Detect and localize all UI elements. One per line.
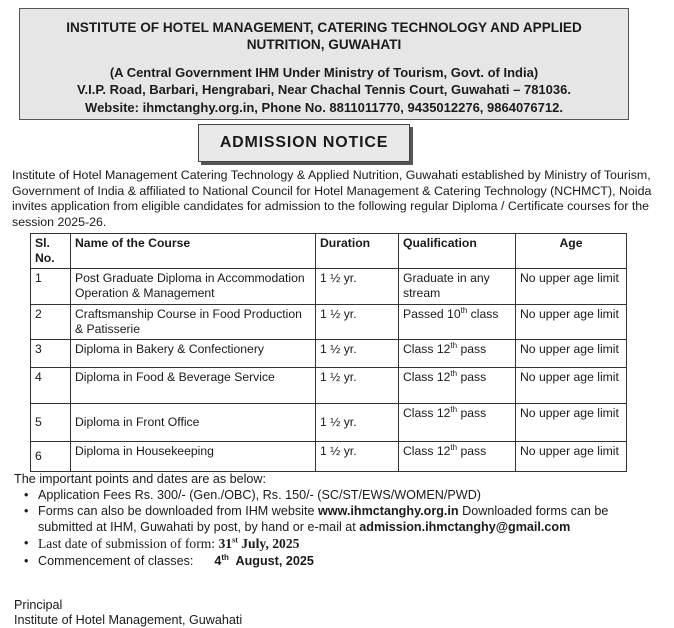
- qualification-rest: class: [467, 307, 499, 321]
- commencement-value: [214, 554, 314, 568]
- cell-sl: 6: [31, 442, 71, 472]
- cell-age: No upper age limit: [516, 368, 627, 404]
- cell-qualification: [399, 368, 516, 404]
- cell-sl: 3: [31, 340, 71, 368]
- cell-duration: 1 ½ yr.: [316, 368, 399, 404]
- cell-qualification: [399, 269, 516, 305]
- header-course-name: Name of the Course: [71, 234, 316, 269]
- cell-age: No upper age limit: [516, 404, 627, 442]
- list-item: [22, 488, 642, 503]
- signatory-org: Institute of Hotel Management, Guwahati: [14, 613, 243, 627]
- qualification-rest: pass: [457, 342, 487, 356]
- list-item: [22, 536, 642, 552]
- qualification-rest: pass: [457, 370, 487, 384]
- cell-duration: 1 ½ yr.: [316, 442, 399, 472]
- intro-paragraph: Institute of Hotel Management Catering Technology & Applied Nutrition, Guwahati established by Ministry of Tourism, Government of India & affiliated to National Council for Hotel Management & Catering Technology (NCHMCT), Noida invites application from eligible candidates for admission to the following regular Diploma / Certificate courses for the session 2025-26.: [12, 168, 652, 229]
- table-header-row: [31, 234, 627, 269]
- last-date-day: 31: [218, 536, 233, 552]
- table-row: [31, 404, 627, 442]
- cell-course: Diploma in Food & Beverage Service: [71, 368, 316, 404]
- cell-qualification: [399, 404, 516, 442]
- commencement-sup: th: [221, 552, 229, 562]
- institute-contact: Website: ihmctanghy.org.in, Phone No. 8811011770, 9435012276, 9864076712.: [85, 100, 563, 115]
- forms-text-mid: Downloaded forms can be submitted at IHM, Guwahati by post, by hand or e-mail at: [38, 504, 609, 534]
- qualification-rest: pass: [457, 444, 487, 458]
- header-duration: Duration: [316, 234, 399, 269]
- qualification-text: Class 12: [403, 406, 451, 420]
- important-points-list: [22, 488, 642, 570]
- cell-qualification: [399, 442, 516, 472]
- header-age: Age: [516, 234, 627, 269]
- cell-duration: 1 ½ yr.: [316, 269, 399, 305]
- cell-age: No upper age limit: [516, 340, 627, 368]
- cell-age: No upper age limit: [516, 269, 627, 305]
- list-item: [22, 554, 642, 569]
- qualification-sup: th: [460, 305, 468, 315]
- cell-course: Craftsmanship Course in Food Production & Patisserie: [71, 305, 316, 340]
- qualification-sup: th: [450, 368, 458, 378]
- qualification-text: Class 12: [403, 342, 451, 356]
- table-row: [31, 269, 627, 305]
- cell-sl: 4: [31, 368, 71, 404]
- cell-course: Diploma in Bakery & Confectionery: [71, 340, 316, 368]
- last-date-value: [218, 536, 299, 551]
- header-sl-no: Sl. No.: [31, 234, 71, 269]
- points-intro: The important points and dates are as below:: [14, 472, 267, 486]
- courses-table: [30, 233, 627, 472]
- last-date-sup: st: [232, 535, 238, 545]
- cell-qualification: [399, 305, 516, 340]
- cell-age: No upper age limit: [516, 305, 627, 340]
- cell-age: No upper age limit: [516, 442, 627, 472]
- cell-course: Diploma in Housekeeping: [71, 442, 316, 472]
- last-date-label: Last date of submission of form:: [38, 536, 219, 552]
- commencement-day: 4: [214, 553, 222, 568]
- forms-text: Forms can also be downloaded from IHM website: [38, 504, 318, 519]
- table-row: [31, 340, 627, 368]
- notice-title: ADMISSION NOTICE: [198, 124, 410, 162]
- institute-name: INSTITUTE OF HOTEL MANAGEMENT, CATERING TECHNOLOGY AND APPLIED NUTRITION, GUWAHATI: [66, 20, 582, 52]
- commencement-label: Commencement of classes:: [38, 553, 215, 568]
- cell-course: Post Graduate Diploma in Accommodation Operation & Management: [71, 269, 316, 305]
- cell-duration: 1 ½ yr.: [316, 305, 399, 340]
- website-link[interactable]: www.ihmctanghy.org.in: [317, 504, 459, 519]
- cell-sl: 2: [31, 305, 71, 340]
- table-row: [31, 442, 627, 472]
- qualification-text: Class 12: [403, 370, 451, 384]
- institute-header: [19, 8, 629, 120]
- fees-text: Application Fees Rs. 300/- (Gen./OBC), Rs. 150/- (SC/ST/EWS/WOMEN/PWD): [38, 488, 481, 502]
- commencement-rest: August, 2025: [228, 553, 314, 568]
- qualification-sup: th: [450, 404, 458, 414]
- qualification-text: Passed 10: [403, 307, 461, 321]
- qualification-sup: th: [450, 340, 458, 350]
- cell-duration: 1 ½ yr.: [316, 340, 399, 368]
- header-qualification: Qualification: [399, 234, 516, 269]
- cell-course: Diploma in Front Office: [71, 404, 316, 442]
- signatory-title: Principal: [14, 598, 63, 612]
- qualification-rest: pass: [457, 406, 487, 420]
- list-item: [22, 504, 642, 535]
- table-row: [31, 368, 627, 404]
- table-row: [31, 305, 627, 340]
- qualification-text: Graduate in any stream: [403, 271, 490, 300]
- email-link[interactable]: admission.ihmctanghy@gmail.com: [359, 519, 571, 534]
- signature-block: [14, 598, 242, 628]
- cell-duration: 1 ½ yr.: [316, 404, 399, 442]
- cell-sl: 1: [31, 269, 71, 305]
- cell-qualification: [399, 340, 516, 368]
- institute-affiliation: (A Central Government IHM Under Ministry of Tourism, Govt. of India): [109, 65, 539, 80]
- last-date-rest: July, 2025: [237, 536, 300, 552]
- institute-address: V.I.P. Road, Barbari, Hengrabari, Near Chachal Tennis Court, Guwahati – 781036.: [77, 82, 571, 97]
- cell-sl: 5: [31, 404, 71, 442]
- qualification-sup: th: [450, 442, 458, 452]
- qualification-text: Class 12: [403, 444, 451, 458]
